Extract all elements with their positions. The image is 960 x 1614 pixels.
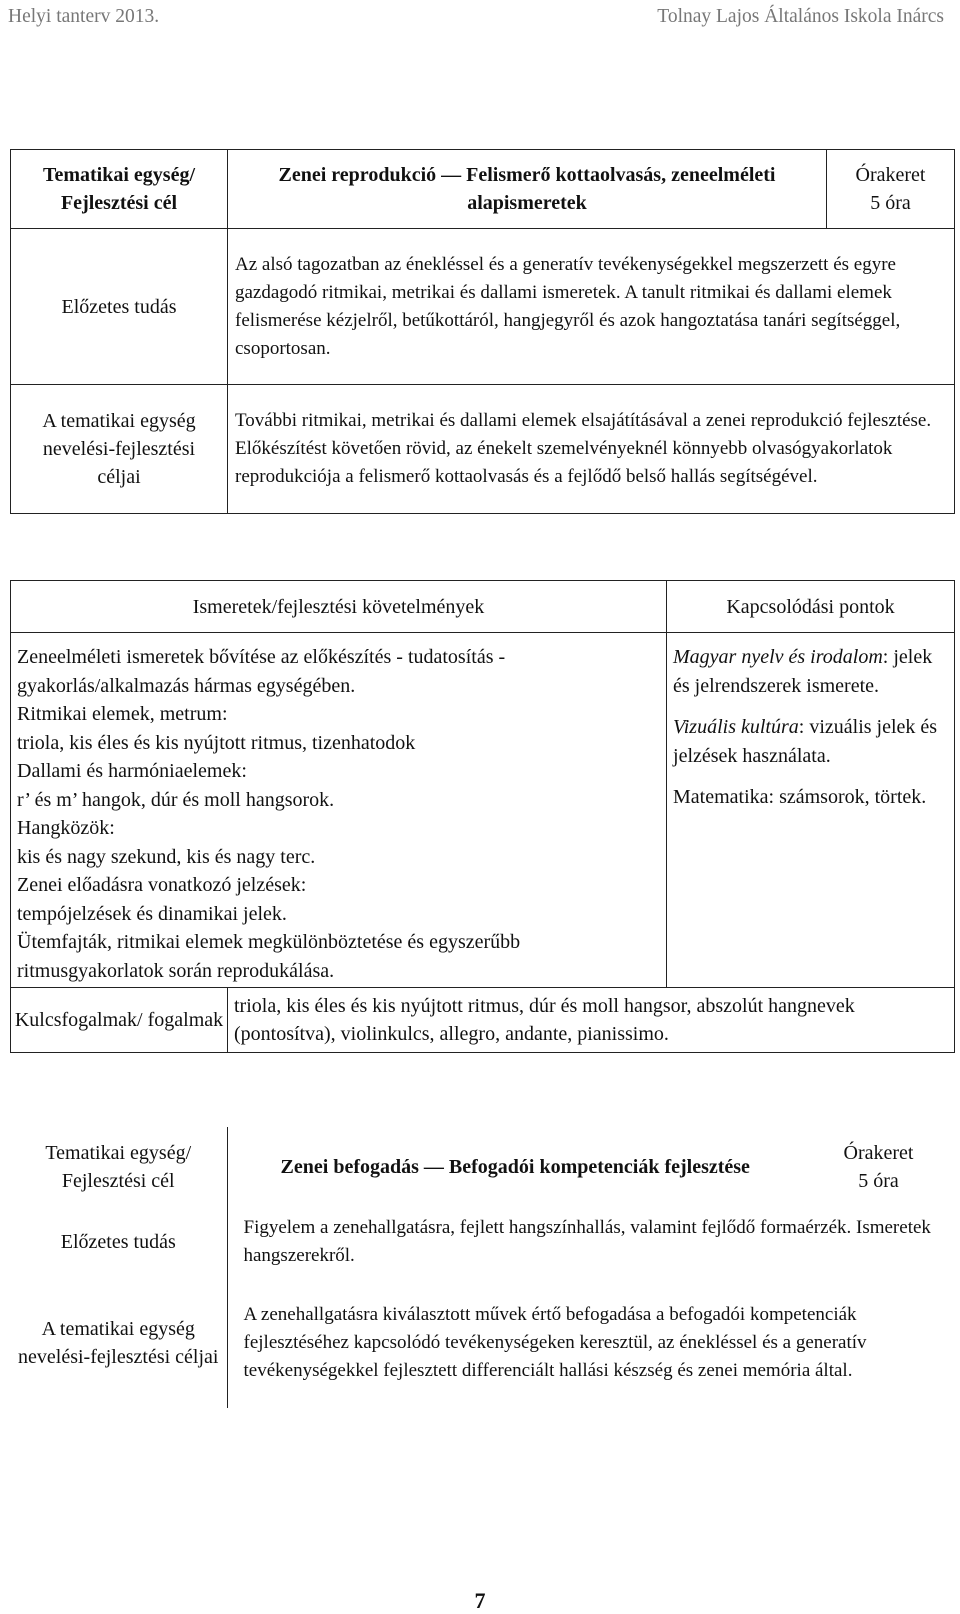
goals-text: További ritmikai, metrikai és dallami elemek elsajátításával a zenei reprodukció fejlesztése. Előkészítést követően rövid, az énekelt szemelvényeknél könnyebb olvasógyakorlatok reprodukciója a felismerő kottaolvasás és a fejlődő belső hallás segítségével. [228, 385, 955, 514]
unit-title: Zenei befogadás ― Befogadói kompetenciák fejlesztése [280, 1155, 750, 1178]
hours-cell [803, 1127, 954, 1206]
requirements-table [10, 580, 955, 1053]
requirement-line: Dallami és harmóniaelemek: [17, 760, 247, 782]
key-concepts-label: Kulcsfogalmak/ fogalmak [11, 988, 228, 1053]
hours-label: Órakeret [855, 164, 926, 186]
key-concepts-text: triola, kis éles és kis nyújtott ritmus, dúr és moll hangsor, abszolút hangnevek (pontosítva), violinkulcs, allegro, andante, pianissimo. [228, 988, 955, 1053]
requirements-header: Ismeretek/fejlesztési követelmények [11, 581, 667, 633]
requirement-line: Ritmikai elemek, metrum: [17, 703, 228, 725]
requirement-line: Hangközök: [17, 817, 115, 839]
prior-knowledge-label: Előzetes tudás [10, 1206, 227, 1278]
unit-label: Tematikai egység/ Fejlesztési cél [11, 150, 228, 229]
unit-title: Zenei reprodukció ― Felismerő kottaolvasás, zeneelméleti alapismeretek [228, 150, 827, 229]
connection-subject: Vizuális kultúra [673, 716, 799, 738]
requirement-line: r’ és m’ hangok, dúr és moll hangsorok. [17, 788, 335, 811]
connection-subject: Magyar nyelv és irodalom [673, 646, 883, 668]
requirement-line: Zenei előadásra vonatkozó jelzések: [17, 874, 307, 896]
page-number: 7 [474, 1588, 486, 1613]
requirement-line: triola, kis éles és kis nyújtott ritmus, tizenhatodok [17, 731, 416, 754]
requirement-line: tempójelzések és dinamikai jelek. [17, 902, 287, 925]
unit-label: Tematikai egység/ Fejlesztési cél [10, 1127, 227, 1206]
connections-header: Kapcsolódási pontok [667, 581, 955, 633]
goals-label: A tematikai egység nevelési-fejlesztési céljai [11, 385, 228, 514]
connection-item [673, 783, 948, 812]
hours-label: Órakeret [843, 1141, 914, 1164]
unit-table-reproduction [10, 149, 955, 514]
requirement-line: kis és nagy szekund, kis és nagy terc. [17, 845, 316, 868]
requirement-line: Zeneelméleti ismeretek bővítése az előkészítés - tudatosítás - gyakorlás/alkalmazás hármas egységében. [17, 646, 506, 697]
connection-item [673, 643, 948, 700]
requirements-cell [11, 633, 667, 988]
goals-label: A tematikai egység nevelési-fejlesztési céljai [10, 1278, 227, 1408]
prior-knowledge-label: Előzetes tudás [11, 229, 228, 385]
connection-text: : jelek és jelrendszerek ismerete. [673, 646, 933, 697]
hours-cell [827, 150, 955, 229]
goals-text: A zenehallgatásra kiválasztott művek értő befogadása a befogadói kompetenciák fejlesztéséhez kapcsolódó tevékenységeken keresztül, az énekléssel és a generatív tevékenységekkel fejlesztett differenciált hallási készség és zenei memória által. [243, 1304, 867, 1381]
prior-knowledge-text: Az alsó tagozatban az énekléssel és a generatív tevékenységekkel megszerzett és egyre gazdagodó ritmikai, metrikai és dallami ismeretek. A tanult ritmikai és dallami elemek felismerése kézjelről, betűkottáról, hangjegyről és azok hangoztatása tanári segítséggel, csoportosan. [228, 229, 955, 385]
hours-value: 5 óra [858, 1169, 899, 1192]
connection-item [673, 713, 948, 770]
connections-cell [667, 633, 955, 988]
header-school: Tolnay Lajos Általános Iskola Inárcs [657, 6, 944, 27]
connection-text: Matematika: számsorok, törtek. [673, 786, 927, 808]
hours-value: 5 óra [870, 192, 911, 214]
header-curriculum: Helyi tanterv 2013. [8, 6, 160, 27]
requirement-line: Ütemfajták, ritmikai elemek megkülönböztetése és egyszerűbb ritmusgyakorlatok során reprodukálása. [17, 931, 521, 982]
unit-table-reception [10, 1127, 954, 1408]
prior-knowledge-text: Figyelem a zenehallgatásra, fejlett hangszínhallás, valamint fejlődő formaérzék. Ismeretek hangszerekről. [243, 1217, 931, 1266]
connection-text: : vizuális jelek és jelzések használata. [673, 716, 938, 767]
